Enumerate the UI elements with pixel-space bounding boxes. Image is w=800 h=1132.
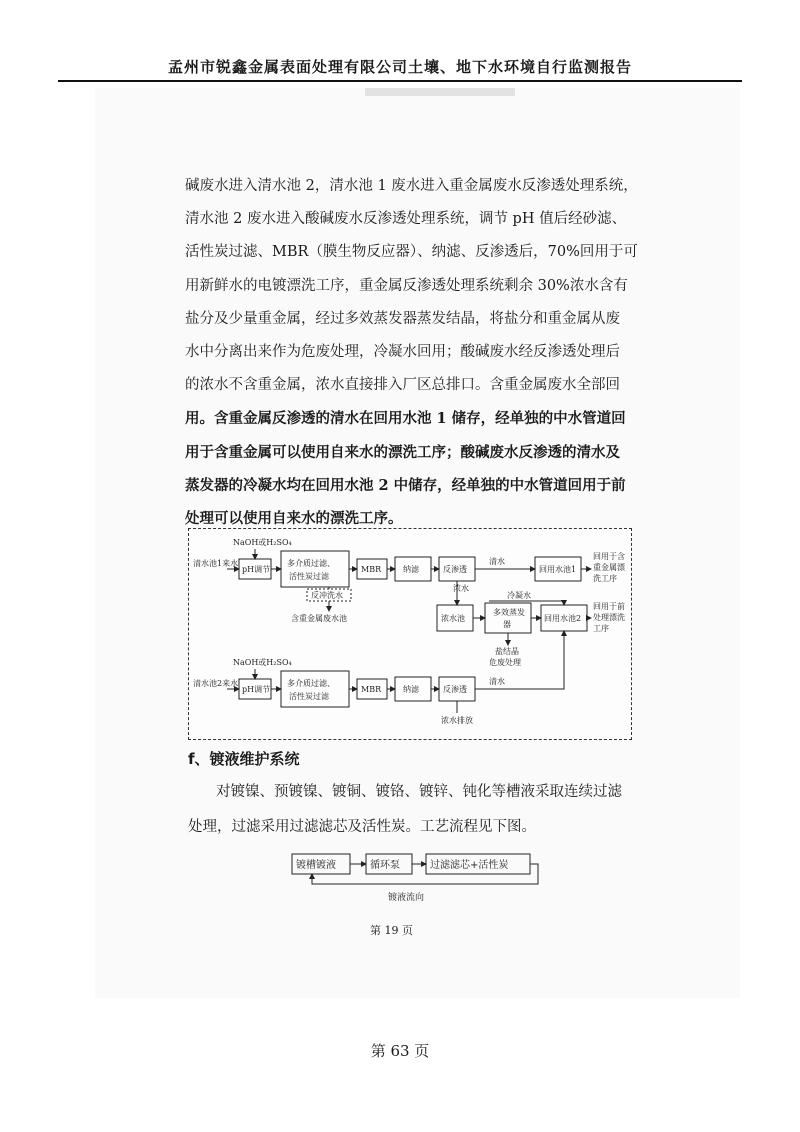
heavy-pool-label: 含重金属废水池 <box>291 614 347 623</box>
out2-label-a: 回用于前 <box>593 602 625 611</box>
ro-label-2: 反渗透 <box>443 685 467 694</box>
section-f-line-2: 处理，过滤采用过滤滤芯及活性炭。工艺流程见下图。 <box>188 819 536 835</box>
clear-label-2: 清水 <box>489 677 505 686</box>
evap-label-a: 多效蒸发 <box>493 608 525 617</box>
wastewater-flow-svg <box>189 529 631 739</box>
nf-label-2: 纳滤 <box>403 685 419 694</box>
paragraph-line-bold: 蒸发器的冷凝水均在回用水池 2 中储存，经单独的中水管道回用于前 <box>185 476 626 494</box>
input-label-2: 清水池2来水 <box>193 679 239 688</box>
ph-label-1: pH调节 <box>242 565 271 574</box>
page-number: 第 63 页 <box>370 1042 430 1060</box>
conc-label: 浓水 <box>453 584 469 593</box>
discharge-label: 浓水排放 <box>441 716 473 725</box>
condensate-label: 冷凝水 <box>507 591 531 600</box>
filter-label-1b: 活性炭过滤 <box>289 572 329 581</box>
reagent-label-2: NaOH或H₂SO₄ <box>233 658 292 667</box>
paragraph-line: 水中分离出来作为危废处理，冷凝水回用；酸碱废水经反渗透处理后 <box>185 343 620 360</box>
filter-label-2b: 活性炭过滤 <box>289 692 329 701</box>
section-f-line-1: 对镀镍、预镀镍、镀铜、镀铬、镀锌、钝化等槽液采取连续过滤 <box>216 784 622 800</box>
salt-label-a: 盐结晶 <box>495 647 519 656</box>
out1-label-b: 重金属漂 <box>593 563 625 572</box>
filter-label: 过滤滤芯+活性炭 <box>430 860 509 871</box>
section-f-paragraph <box>188 775 638 845</box>
paragraph-line-bold: 用于含重金属可以使用自来水的漂洗工序；酸碱废水反渗透的清水及 <box>185 443 620 461</box>
plating-flow-svg <box>288 848 548 908</box>
return-label: 镀液流向 <box>388 893 425 903</box>
paragraph-line: 清水池 2 废水进入酸碱废水反渗透处理系统，调节 pH 值后经砂滤、 <box>185 211 627 228</box>
out1-label-c: 洗工序 <box>593 574 617 583</box>
out1-label-a: 回用于含 <box>593 552 625 561</box>
filter-box-1 <box>281 551 349 587</box>
reagent-label-1: NaOH或H₂SO₄ <box>233 538 292 547</box>
paragraph-line-bold: 处理可以使用自来水的漂洗工序。 <box>185 509 403 527</box>
ph-label-2: pH调节 <box>242 685 271 694</box>
pool2-label: 回用水池2 <box>544 614 582 623</box>
mbr-label-1: MBR <box>361 565 382 574</box>
paragraph-line: 活性炭过滤、MBR（膜生物反应器）、纳滤、反渗透后，70%回用于可 <box>185 244 638 261</box>
section-f-heading: f、镀液维护系统 <box>188 750 300 768</box>
body-paragraph <box>185 170 645 535</box>
salt-label-b: 危废处理 <box>489 658 521 667</box>
inner-page-number: 第 19 页 <box>370 924 413 937</box>
header-rule <box>58 80 742 82</box>
mbr-label-2: MBR <box>361 685 382 694</box>
out2-label-c: 工序 <box>593 624 609 633</box>
pump-label: 循环泵 <box>370 860 400 871</box>
paragraph-line: 碱废水进入清水池 2，清水池 1 废水进入重金属废水反渗透处理系统， <box>185 178 638 194</box>
report-header-title: 孟州市锐鑫金属表面处理有限公司土壤、地下水环境自行监测报告 <box>167 58 632 76</box>
pool1-label: 回用水池1 <box>539 565 577 574</box>
plating-flow-diagram <box>288 848 548 912</box>
backwash-label: 反冲洗水 <box>311 591 343 600</box>
tank-label: 镀槽镀液 <box>296 860 336 871</box>
filter-label-1a: 多介质过滤、 <box>287 559 335 568</box>
paragraph-line: 的浓水不含重金属，浓水直接排入厂区总排口。含重金属废水全部回 <box>185 377 620 394</box>
ro-label-1: 反渗透 <box>443 565 467 574</box>
out2-label-b: 处理漂洗 <box>593 613 625 622</box>
evap-label-b: 器 <box>503 620 511 629</box>
filter-box-2 <box>281 671 349 707</box>
input-label-1: 清水池1来水 <box>193 559 239 568</box>
paragraph-line: 用新鲜水的电镀漂洗工序，重金属反渗透处理系统剩余 30%浓水含有 <box>185 277 628 294</box>
clear-label-1: 清水 <box>489 557 505 566</box>
scan-smudge <box>365 88 515 96</box>
paragraph-line-bold: 用。含重金属反渗透的清水在回用水池 1 储存，经单独的中水管道回 <box>185 410 626 428</box>
paragraph-line: 盐分及少量重金属，经过多效蒸发器蒸发结晶，将盐分和重金属从废 <box>185 310 620 327</box>
nf-label-1: 纳滤 <box>403 565 419 574</box>
wastewater-flow-diagram <box>188 528 632 740</box>
conc-pool-label: 浓水池 <box>441 614 465 623</box>
filter-label-2a: 多介质过滤、 <box>287 679 335 688</box>
